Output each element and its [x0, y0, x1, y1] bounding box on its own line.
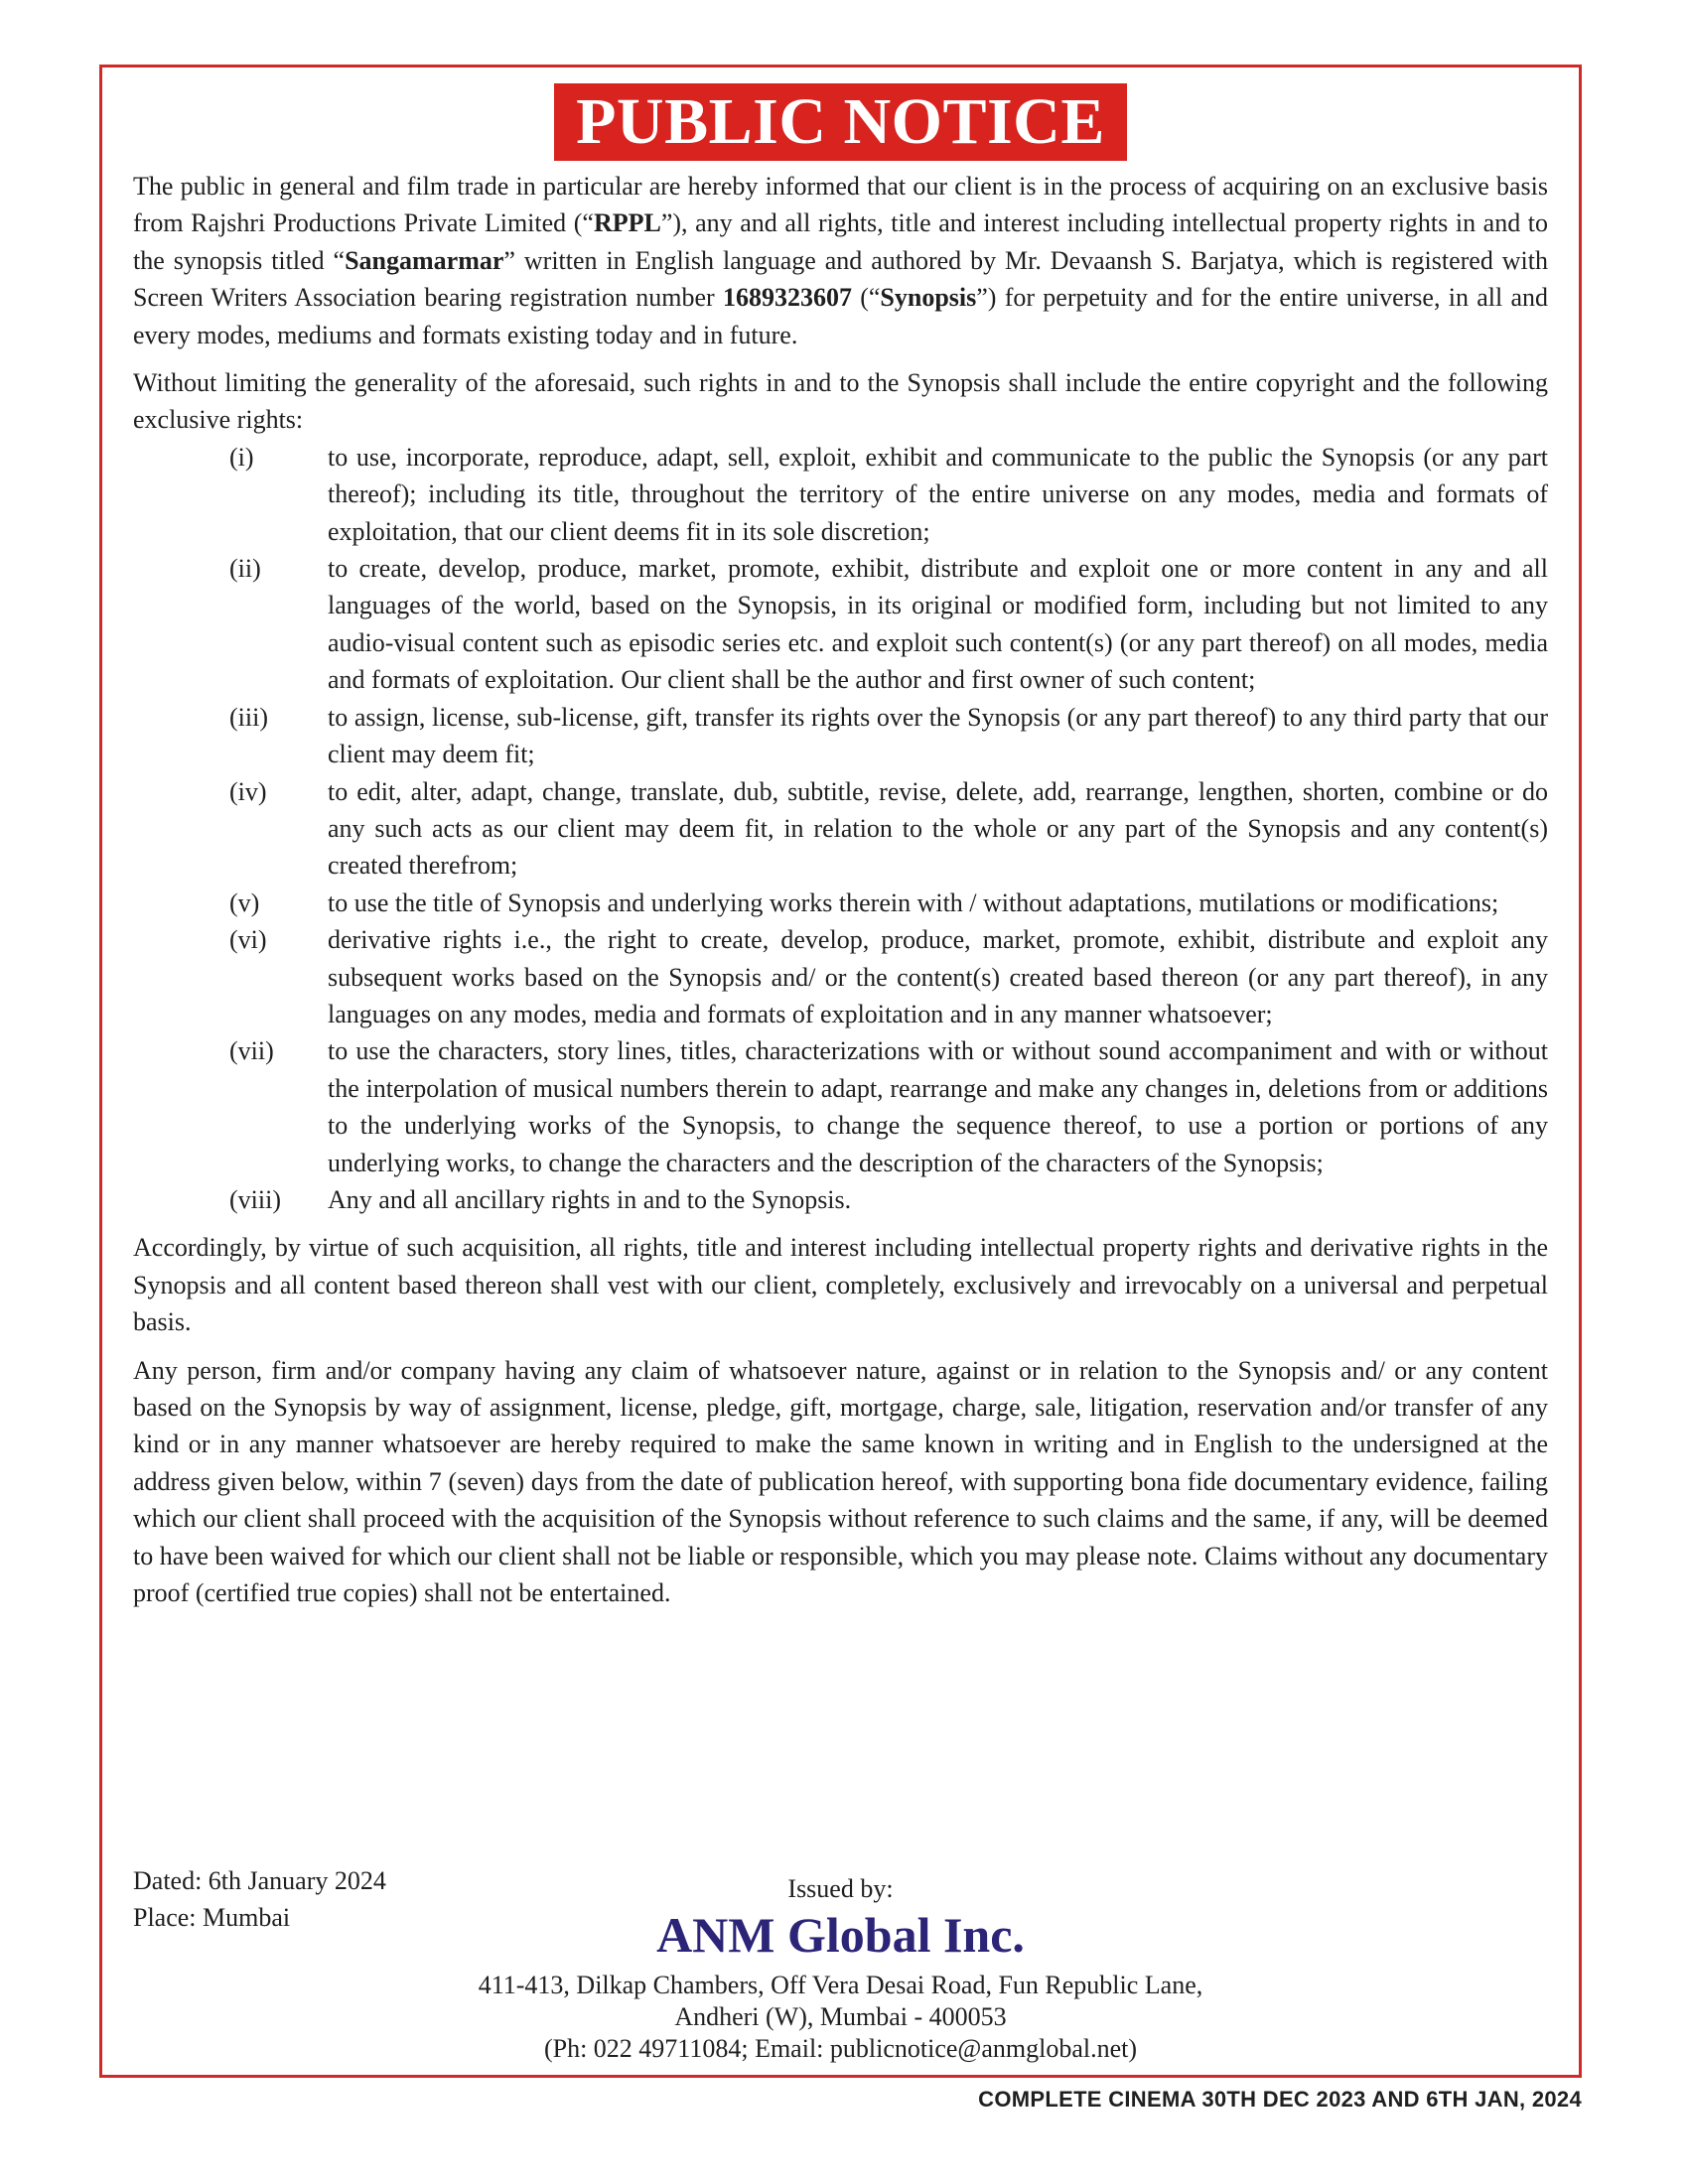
notice-footer	[133, 1862, 1548, 2071]
intro-text-5: ”) for perpetuity and for the entire universe, in all and every modes, mediums and formats existing today and in future.	[133, 283, 1549, 349]
company-address	[133, 1970, 1548, 2065]
rights-item-text: to use, incorporate, reproduce, adapt, sell, exploit, exhibit and communicate to the public the Synopsis (or any part thereof); including its title, throughout the territory of the entire universe on any modes, media and formats of exploitation, that our client deems fit in its sole discretion;	[328, 442, 1548, 546]
rights-item-number: (iv)	[229, 776, 267, 806]
rights-item	[133, 773, 1548, 885]
rights-item-number: (v)	[229, 887, 260, 917]
rights-item-text: derivative rights i.e., the right to create, develop, produce, market, promote, exhibit, distribute and exploit any subsequent works based on the Synopsis and/ or the content(s) created based thereon (or any part thereof), in any languages on any modes, media and formats of exploitation and in any manner whatsoever;	[328, 925, 1548, 1028]
rights-item-number: (viii)	[229, 1184, 281, 1214]
intro-text-2: ”), any and all rights, title and interest including intellectual property rights in and to the synopsis titled “	[133, 208, 1549, 275]
address-line-1: 411-413, Dilkap Chambers, Off Vera Desai Road, Fun Republic Lane,	[478, 1971, 1203, 1999]
rights-item-text: to edit, alter, adapt, change, translate, dub, subtitle, revise, delete, add, rearrange, lengthen, shorten, combine or do any such acts as our client may deem fit, in relation to the whole or any part of the Synopsis and any content(s) created therefrom;	[328, 776, 1548, 881]
intro-text-3: ” written in English language and authored by Mr. Devaansh S. Barjatya, which is registered with Screen Writers Association bearing registration number	[133, 245, 1548, 313]
intro-bold-rppl: RPPL	[593, 208, 661, 238]
rights-intro-paragraph: Without limiting the generality of the aforesaid, such rights in and to the Synopsis shall include the entire copyright and the following exclusive rights:	[133, 368, 1548, 435]
intro-bold-regno: 1689323607	[722, 283, 852, 313]
rights-item	[133, 699, 1548, 773]
contact-line: (Ph: 022 49711084; Email: publicnotice@anmglobal.net)	[543, 2034, 1138, 2063]
intro-bold-title: Sangamarmar	[345, 245, 504, 275]
claims-paragraph: Any person, firm and/or company having any claim of whatsoever nature, against or in relation to the Synopsis and/ or any content based on the Synopsis by way of assignment, license, pledge, gift, mortgage, charge, sale, litigation, reservation and/or transfer of any kind or in any manner whatsoever are hereby required to make the same known in writing and in English to the undersigned at the address given below, within 7 (seven) days from the date of publication hereof, with supporting bona fide documentary evidence, failing which our client shall proceed with the acquisition of the Synopsis without reference to such claims and the same, if any, will be deemed to have been waived for which our client shall not be liable or responsible, which you may please note. Claims without any documentary proof (certified true copies) shall not be entertained.	[133, 1355, 1548, 1608]
rights-item-text: to use the title of Synopsis and underlying works therein with / without adaptations, mutilations or modifications;	[328, 887, 1499, 917]
rights-item	[133, 1181, 1548, 1218]
rights-item-text: Any and all ancillary rights in and to the Synopsis.	[328, 1184, 852, 1214]
title-wrapper	[102, 83, 1579, 161]
issued-by-label: Issued by:	[787, 1874, 894, 1903]
publication-line: COMPLETE CINEMA 30TH DEC 2023 AND 6TH JAN, 2024	[978, 2087, 1582, 2112]
notice-frame	[99, 65, 1582, 2078]
rights-item	[133, 921, 1548, 1032]
intro-paragraph	[133, 168, 1548, 353]
rights-item-number: (ii)	[229, 554, 261, 584]
notice-title: PUBLIC NOTICE	[554, 83, 1127, 161]
rights-item	[133, 439, 1548, 550]
rights-item-number: (vii)	[229, 1036, 274, 1066]
intro-bold-synopsis: Synopsis	[880, 283, 977, 313]
intro-text-4: (“	[851, 283, 881, 313]
rights-item	[133, 885, 1548, 921]
place-line: Place: Mumbai	[133, 1903, 291, 1933]
vesting-paragraph: Accordingly, by virtue of such acquisition, all rights, title and interest including intellectual property rights and derivative rights in the Synopsis and all content based thereon shall vest with our client, completely, exclusively and irrevocably on a universal and perpetual basis.	[133, 1233, 1548, 1337]
rights-item-number: (iii)	[229, 702, 268, 732]
rights-item-number: (vi)	[229, 925, 267, 955]
company-name: ANM Global Inc.	[656, 1907, 1025, 1963]
notice-body	[133, 168, 1548, 1611]
rights-item-text: to use the characters, story lines, titles, characterizations with or without sound accompaniment and with or without the interpolation of musical numbers therein to adapt, rearrange and make any changes in, deletions from or additions to the underlying works of the Synopsis, to change the sequence thereof, to use a portion or portions of any underlying works, to change the characters and the description of the characters of the Synopsis;	[328, 1036, 1548, 1177]
intro-text-1: The public in general and film trade in particular are hereby informed that our client is in the process of acquiring on an exclusive basis from Rajshri Productions Private Limited (“	[133, 172, 1548, 238]
rights-item	[133, 1032, 1548, 1181]
rights-item-text: to assign, license, sub-license, gift, transfer its rights over the Synopsis (or any part thereof) to any third party that our client may deem fit;	[328, 702, 1548, 769]
rights-item	[133, 550, 1548, 699]
dated-line: Dated: 6th January 2024	[133, 1866, 386, 1895]
rights-list	[133, 439, 1548, 1219]
rights-item-number: (i)	[229, 442, 254, 472]
rights-item-text: to create, develop, produce, market, promote, exhibit, distribute and exploit one or more content in any and all languages of the world, based on the Synopsis, in its original or modified form, including but not limited to any audio-visual content such as episodic series etc. and exploit such content(s) (or any part thereof) on all modes, media and formats of exploitation. Our client shall be the author and first owner of such content;	[328, 554, 1548, 695]
address-line-2: Andheri (W), Mumbai - 400053	[674, 2002, 1007, 2031]
